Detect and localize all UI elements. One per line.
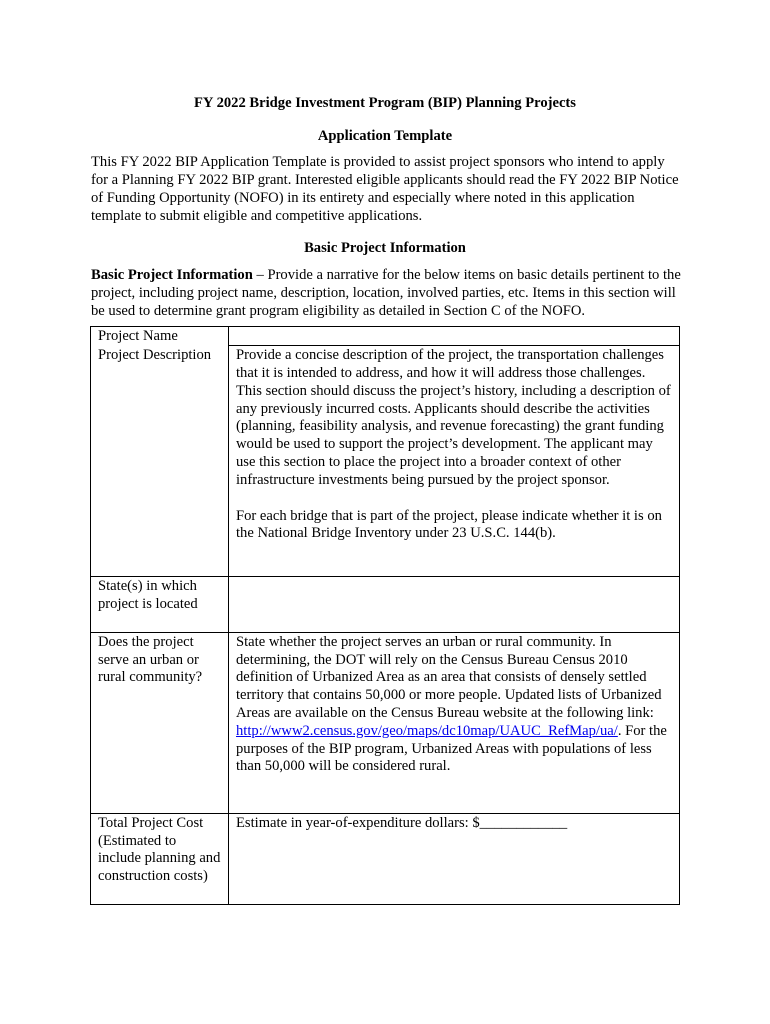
section-intro-paragraph xyxy=(91,266,685,320)
urban-rural-text-end: . For the purposes of the BIP program, Urbanized Areas with populations of less than 50,000 will be considered rural. xyxy=(236,722,667,775)
census-map-link[interactable]: http://www2.census.gov/geo/maps/dc10map/UAUC_RefMap/ua/ xyxy=(236,722,618,739)
table-row-urban-rural xyxy=(91,632,680,813)
total-cost-label: Total Project Cost (Estimated to include planning and construction costs) xyxy=(91,813,229,904)
project-info-table xyxy=(90,326,680,905)
urban-rural-text: State whether the project serves an urban or rural community. In determining, the DOT will rely on the Census Bureau Census 2010 definition of Urbanized Area as an area that consists of densely settled territory that contains 50,000 or more people. Updated lists of Urbanized Areas are available on the Census Bureau website at the following link: xyxy=(236,633,662,721)
document-title: FY 2022 Bridge Investment Program (BIP) Planning Projects xyxy=(194,95,576,111)
urban-rural-field[interactable] xyxy=(229,632,680,813)
table-row-project-description xyxy=(91,346,680,577)
intro-paragraph: This FY 2022 BIP Application Template is provided to assist project sponsors who intend to apply for a Planning FY 2022 BIP grant. Interested eligible applicants should read the FY 2022 BIP Notice of Funding Opportunity (NOFO) in its entirety and especially where noted in this application template to submit eligible and competitive applications. xyxy=(91,154,679,224)
states-field[interactable] xyxy=(229,576,680,632)
urban-rural-label: Does the project serve an urban or rural community? xyxy=(91,632,229,813)
table-row-states xyxy=(91,576,680,632)
section-intro-text: – Provide a narrative for the below items on basic details pertinent to the project, including project name, description, location, involved parties, etc. Items in this section will be used to determine grant program eligibility as detailed in Section C of the NOFO. xyxy=(91,267,681,319)
document-subtitle: Application Template xyxy=(317,128,453,144)
total-cost-field[interactable]: Estimate in year-of-expenditure dollars: $____________ xyxy=(229,813,680,904)
bridge-inventory-text: For each bridge that is part of the project, please indicate whether it is on the National Bridge Inventory under 23 U.S.C. 144(b). xyxy=(236,507,662,542)
section-heading: Basic Project Information xyxy=(304,240,466,256)
project-description-label: Project Description xyxy=(91,346,229,577)
table-row-project-name xyxy=(91,327,680,346)
project-name-field[interactable] xyxy=(229,327,680,346)
project-description-text: Provide a concise description of the project, the transportation challenges that it is intended to address, and how it will address those challenges. This section should discuss the project’s history, including a description of any previously incurred costs. Applicants should describe the activities (planning, feasibility analysis, and revenue forecasting) the grant funding would be used to support the project’s development. The applicant may use this section to place the project into a broader context of other infrastructure investments being pursued by the project sponsor. xyxy=(236,347,671,488)
section-intro-lead: Basic Project Information xyxy=(91,267,253,283)
table-row-total-cost xyxy=(91,813,680,904)
project-name-label: Project Name xyxy=(91,327,229,346)
states-label: State(s) in which project is located xyxy=(91,576,229,632)
project-description-field[interactable] xyxy=(229,346,680,577)
